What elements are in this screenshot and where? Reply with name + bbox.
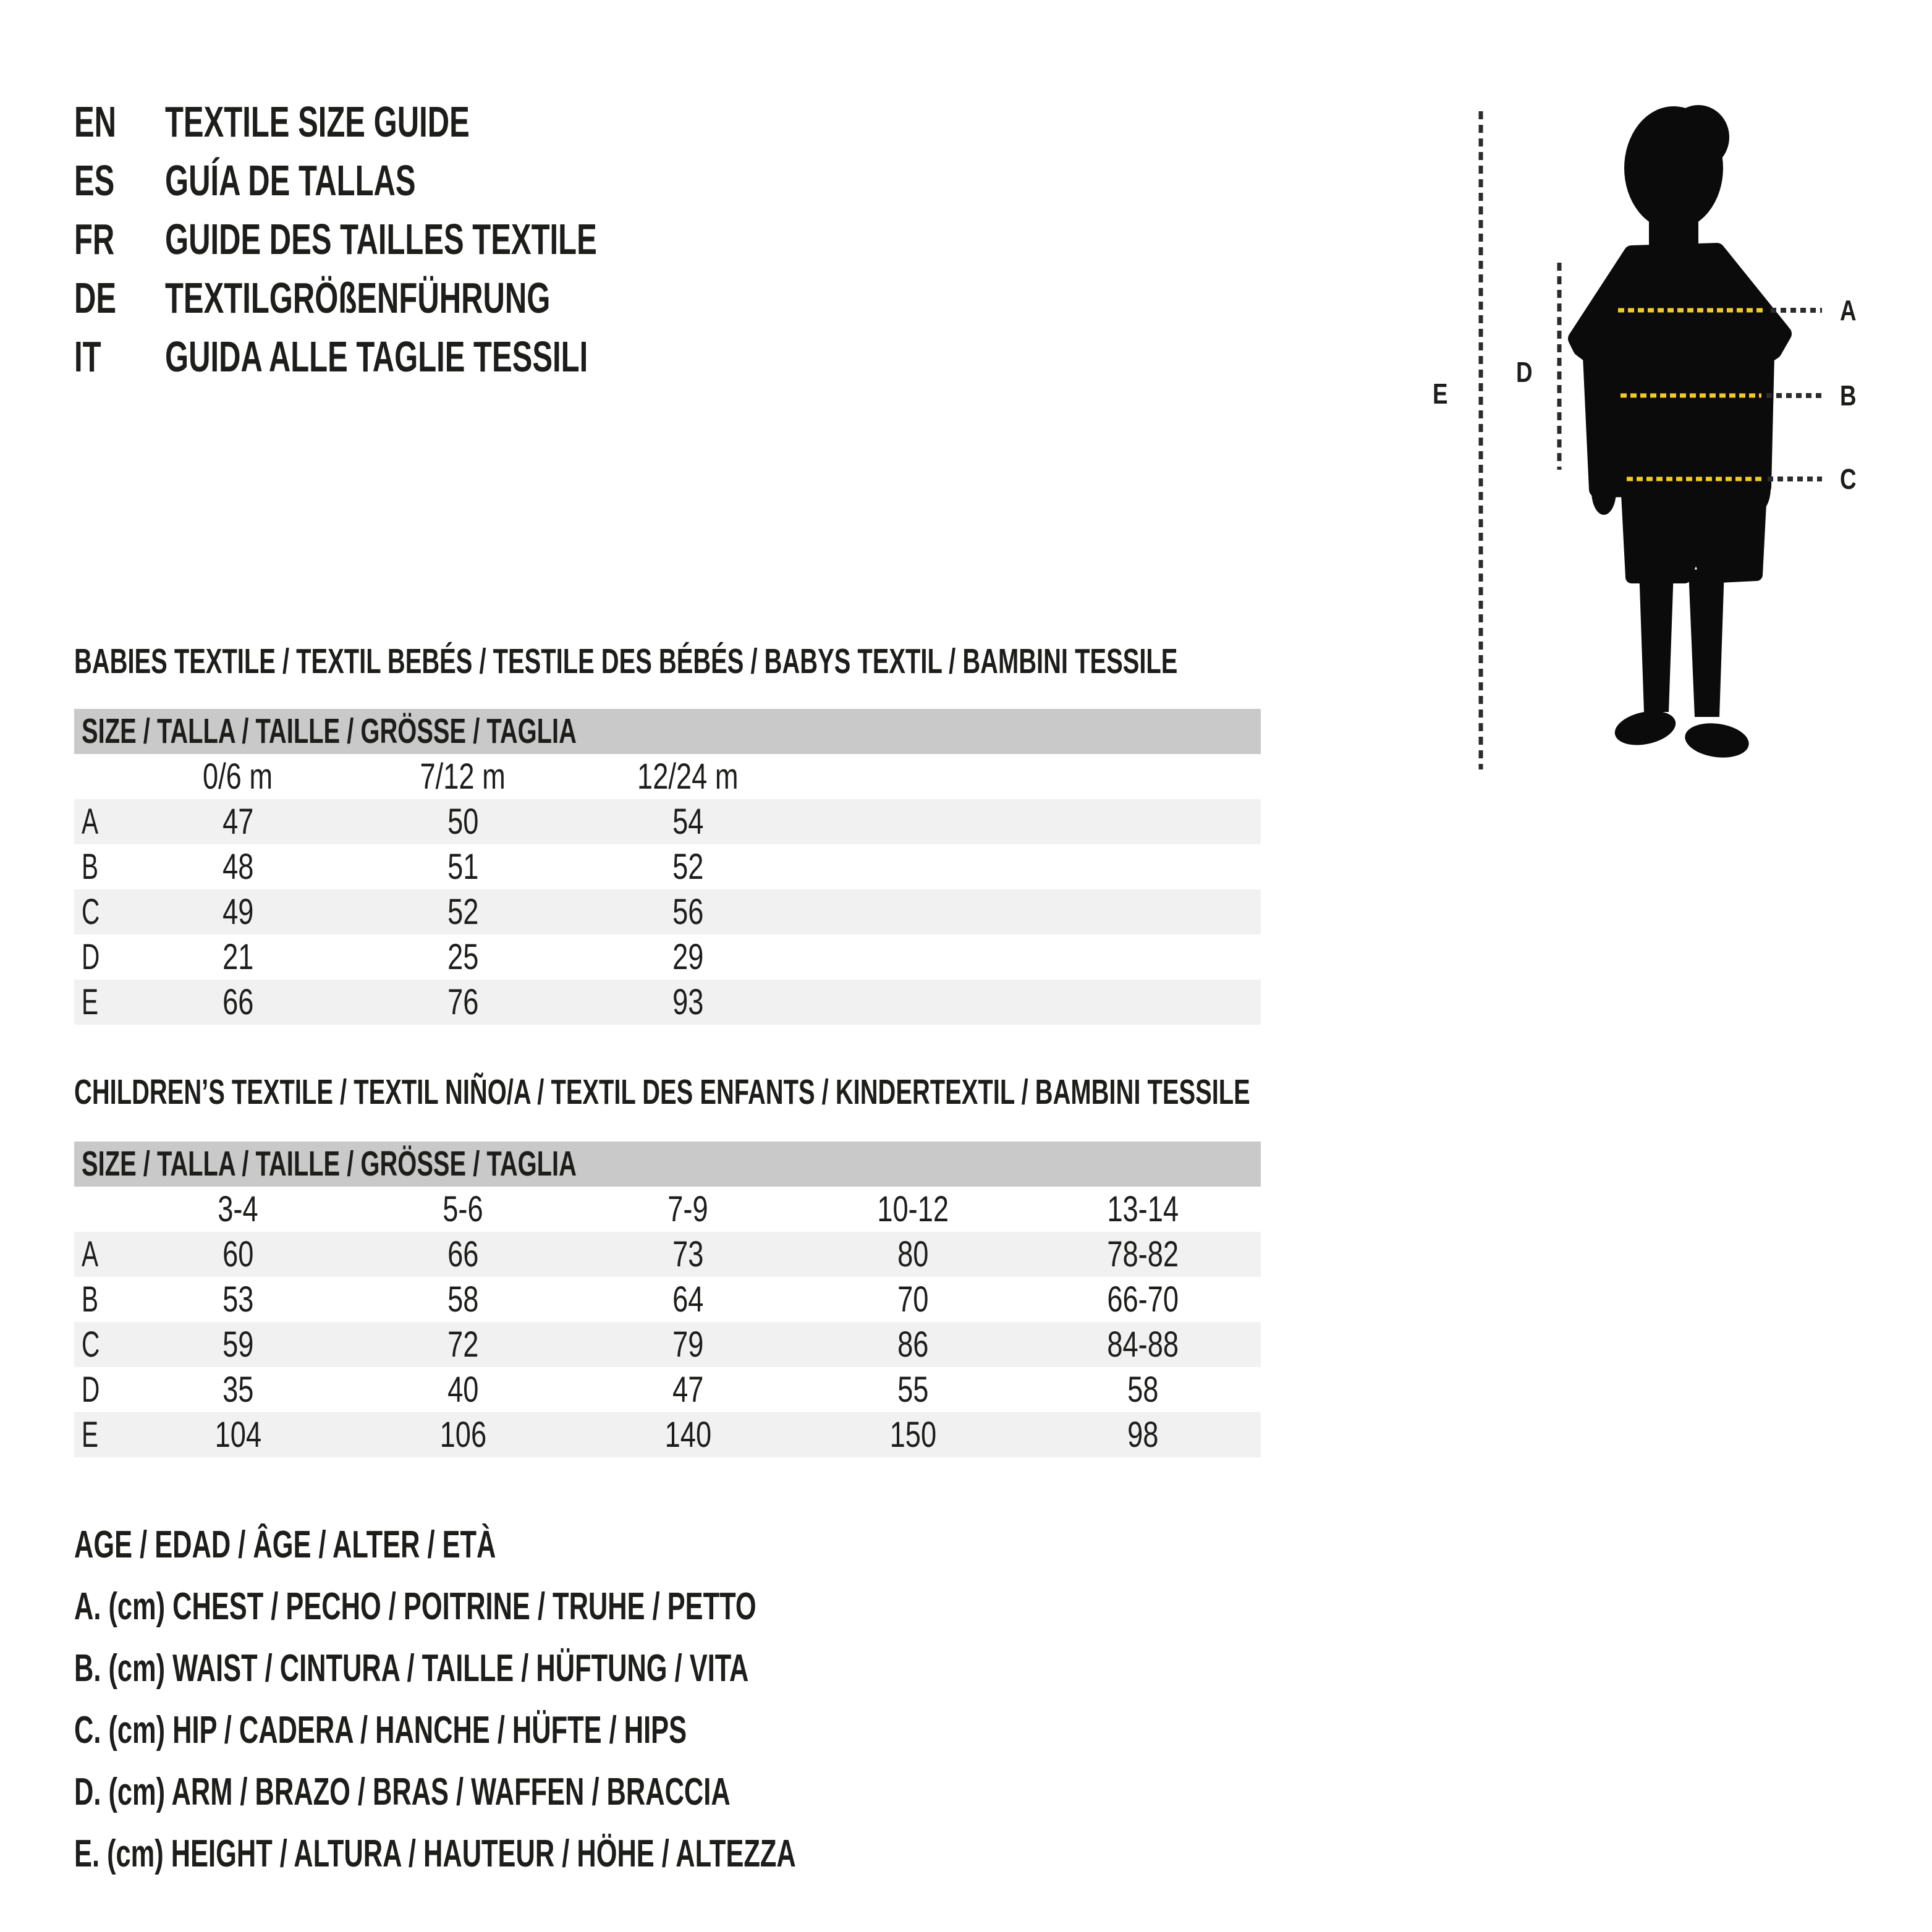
- row-label: C: [82, 892, 100, 932]
- size-value: 40: [447, 1370, 479, 1410]
- table-row-c: [74, 1322, 1261, 1367]
- size-value: 59: [222, 1324, 254, 1365]
- legend-line-chest: A. (cm) CHEST / PECHO / POITRINE / TRUHE / PETTO: [74, 1585, 756, 1628]
- size-value: 25: [447, 937, 479, 977]
- language-code: ES: [74, 156, 115, 205]
- table-row-b: [74, 844, 1261, 889]
- measure-label-b: B: [1840, 379, 1857, 412]
- table-row-e: [74, 1412, 1261, 1457]
- language-label: GUÍA DE TALLAS: [165, 156, 416, 205]
- row-label: E: [82, 1415, 99, 1455]
- size-value: 53: [222, 1279, 254, 1320]
- size-value: 58: [447, 1279, 479, 1320]
- size-value: 48: [222, 847, 254, 887]
- table-row-a: [74, 799, 1261, 844]
- language-label: GUIDE DES TAILLES TEXTILE: [165, 215, 597, 263]
- size-value: 52: [672, 847, 704, 887]
- column-header-row: [74, 1187, 1261, 1232]
- row-label: A: [82, 802, 99, 842]
- language-code: EN: [74, 98, 117, 146]
- size-value: 72: [447, 1324, 479, 1365]
- row-label: E: [82, 982, 99, 1022]
- babies-section-title: BABIES TEXTILE / TEXTIL BEBÉS / TESTILE DES BÉBÉS / BABYS TEXTIL / BAMBINI TESSILE: [74, 642, 1178, 681]
- legend-line-arm: D. (cm) ARM / BRAZO / BRAS / WAFFEN / BRACCIA: [74, 1771, 731, 1813]
- language-label: GUIDA ALLE TAGLIE TESSILI: [165, 333, 588, 381]
- size-value: 21: [222, 937, 254, 977]
- size-value: 29: [672, 937, 704, 977]
- column-header-row: [74, 754, 1261, 799]
- size-value: 106: [439, 1415, 486, 1455]
- language-code: FR: [74, 215, 115, 263]
- row-label: C: [82, 1324, 100, 1365]
- children-section-title: CHILDREN’S TEXTILE / TEXTIL NIÑO/A / TEXTIL DES ENFANTS / KINDERTEXTIL / BAMBINI TESSILE: [74, 1072, 1250, 1112]
- row-label: B: [82, 847, 99, 887]
- column-header: 13-14: [1107, 1189, 1179, 1229]
- size-value: 66: [222, 982, 254, 1022]
- size-value: 49: [222, 892, 254, 932]
- row-label: B: [82, 1279, 99, 1320]
- size-value: 84-88: [1107, 1324, 1179, 1365]
- language-label: TEXTILE SIZE GUIDE: [165, 98, 470, 146]
- table-row-e: [74, 980, 1261, 1025]
- size-value: 51: [447, 847, 479, 887]
- size-value: 50: [447, 802, 479, 842]
- measure-label-a: A: [1840, 294, 1857, 326]
- size-value: 64: [672, 1279, 704, 1320]
- size-value: 98: [1127, 1415, 1159, 1455]
- size-value: 79: [672, 1324, 704, 1365]
- measure-label-c: C: [1840, 463, 1857, 495]
- children-size-table: [74, 1142, 1261, 1457]
- column-header: 7-9: [667, 1189, 708, 1229]
- size-value: 52: [447, 892, 479, 932]
- language-code: IT: [74, 333, 101, 381]
- legend-line-height: E. (cm) HEIGHT / ALTURA / HAUTEUR / HÖHE / ALTEZZA: [74, 1832, 796, 1875]
- size-value: 150: [889, 1415, 936, 1455]
- table-row-a: [74, 1232, 1261, 1277]
- size-value: 104: [214, 1415, 261, 1455]
- size-value: 35: [222, 1370, 254, 1410]
- language-title-block: [74, 93, 782, 386]
- size-value: 78-82: [1107, 1234, 1179, 1274]
- size-header-bar: SIZE / TALLA / TAILLE / GRÖSSE / TAGLIA: [74, 1142, 1261, 1187]
- size-value: 93: [672, 982, 704, 1022]
- table-row-d: [74, 934, 1261, 980]
- size-value: 86: [897, 1324, 929, 1365]
- row-label: D: [82, 937, 100, 977]
- measure-label-d: D: [1516, 356, 1533, 388]
- measure-label-e: E: [1433, 378, 1448, 410]
- column-header: 12/24 m: [637, 756, 739, 797]
- legend-line-age: AGE / EDAD / ÂGE / ALTER / ETÀ: [74, 1523, 496, 1566]
- size-value: 66: [447, 1234, 479, 1274]
- size-value: 80: [897, 1234, 929, 1274]
- size-value: 66-70: [1107, 1279, 1179, 1320]
- table-row-d: [74, 1367, 1261, 1412]
- size-value: 76: [447, 982, 479, 1022]
- table-row-c: [74, 889, 1261, 934]
- column-header: 10-12: [877, 1189, 949, 1229]
- size-value: 58: [1127, 1370, 1159, 1410]
- size-value: 140: [664, 1415, 711, 1455]
- size-header-bar: SIZE / TALLA / TAILLE / GRÖSSE / TAGLIA: [74, 709, 1261, 754]
- size-value: 60: [222, 1234, 254, 1274]
- size-value: 47: [222, 802, 254, 842]
- size-value: 55: [897, 1370, 929, 1410]
- legend-line-waist: B. (cm) WAIST / CINTURA / TAILLE / HÜFTUNG / VITA: [74, 1647, 749, 1690]
- table-row-b: [74, 1277, 1261, 1322]
- row-label: D: [82, 1370, 100, 1410]
- row-label: A: [82, 1234, 99, 1274]
- size-value: 70: [897, 1279, 929, 1320]
- legend-line-hip: C. (cm) HIP / CADERA / HANCHE / HÜFTE / HIPS: [74, 1709, 687, 1752]
- size-value: 56: [672, 892, 704, 932]
- language-label: TEXTILGRÖßENFÜHRUNG: [165, 274, 551, 322]
- column-header: 5-6: [443, 1189, 483, 1229]
- measurement-legend: [74, 1514, 1105, 1885]
- language-code: DE: [74, 274, 117, 322]
- babies-size-table: [74, 709, 1261, 1025]
- column-header: 7/12 m: [420, 756, 506, 797]
- column-header: 3-4: [218, 1189, 258, 1229]
- size-value: 54: [672, 802, 704, 842]
- size-value: 73: [672, 1234, 704, 1274]
- column-header: 0/6 m: [203, 756, 273, 797]
- size-value: 47: [672, 1370, 704, 1410]
